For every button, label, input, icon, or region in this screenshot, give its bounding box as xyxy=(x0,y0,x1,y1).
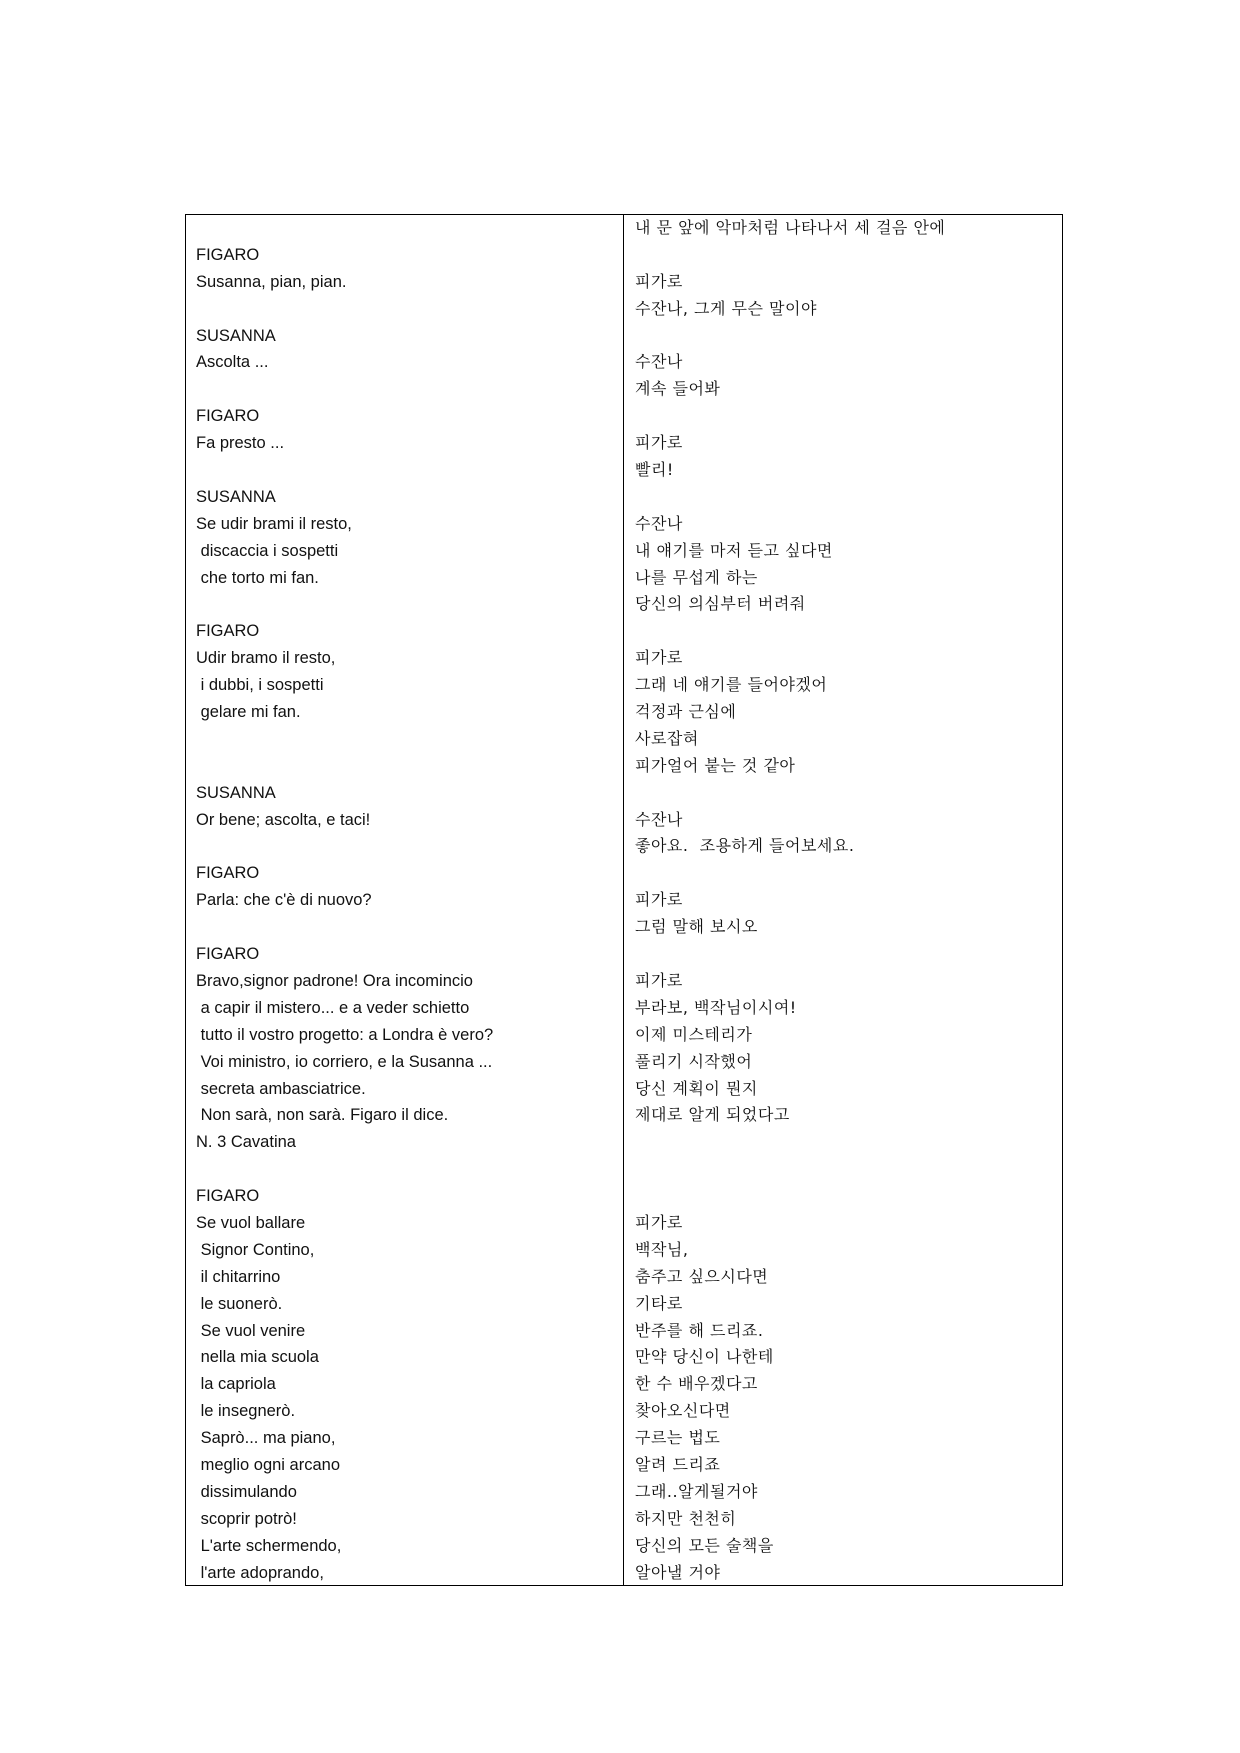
korean-text-line: 걱정과 근심에 xyxy=(635,702,737,722)
korean-text-line xyxy=(635,780,1055,807)
italian-text-line: Susanna, pian, pian. xyxy=(196,272,347,291)
korean-text-line: 기타로 xyxy=(635,1293,683,1313)
korean-text-line: 사로잡혀 xyxy=(635,728,699,748)
korean-text-line: 풀리기 시작했어 xyxy=(635,1051,753,1071)
italian-text-line: Se vuol ballare xyxy=(196,1213,306,1232)
korean-text-line xyxy=(635,484,1055,511)
italian-text-line xyxy=(196,753,616,780)
korean-text-line: 피가로 xyxy=(635,433,683,453)
italian-text-line: Saprò... ma piano, xyxy=(196,1429,336,1448)
korean-text-line: 피가로 xyxy=(635,890,683,910)
italian-text-line xyxy=(196,726,616,753)
korean-text-line xyxy=(635,323,1055,350)
korean-text-line: 당신 계획이 뭔지 xyxy=(635,1078,758,1098)
column-divider xyxy=(623,215,624,1585)
korean-text-line: 한 수 배우겠다고 xyxy=(635,1374,758,1394)
korean-text-line: 알려 드리죠 xyxy=(635,1454,721,1474)
italian-text-line: discaccia i sospetti xyxy=(196,541,339,560)
korean-text-line: 피가얼어 붙는 것 같아 xyxy=(635,755,796,775)
italian-text-line: Ascolta ... xyxy=(196,353,269,372)
korean-text-line: 찾아오신다면 xyxy=(635,1401,731,1421)
korean-text-line: 그래..알게될거야 xyxy=(635,1481,758,1501)
italian-text-line: Se udir brami il resto, xyxy=(196,514,352,533)
korean-text-line xyxy=(635,860,1055,887)
italian-text-line xyxy=(196,914,616,941)
italian-text-line xyxy=(196,215,616,242)
korean-text-line xyxy=(635,1129,1055,1156)
korean-text-line: 피가로 xyxy=(635,648,683,668)
italian-text-line: FIGARO xyxy=(196,1187,260,1206)
korean-text-line: 백작님, xyxy=(635,1239,689,1259)
korean-text-line: 계속 들어봐 xyxy=(635,379,721,399)
korean-text-line: 나를 무섭게 하는 xyxy=(635,567,758,587)
korean-text-line xyxy=(635,403,1055,430)
italian-text-line: dissimulando xyxy=(196,1482,297,1501)
libretto-table xyxy=(185,214,1063,1586)
korean-text-line: 알아낼 거야 xyxy=(635,1562,721,1582)
italian-text-line: L'arte schermendo, xyxy=(196,1536,342,1555)
italian-text-line: Or bene; ascolta, e taci! xyxy=(196,810,371,829)
italian-text-line xyxy=(196,457,616,484)
italian-text-line xyxy=(196,376,616,403)
korean-text-line xyxy=(635,618,1055,645)
italian-text-line: FIGARO xyxy=(196,407,260,426)
italian-text-line: FIGARO xyxy=(196,622,260,641)
italian-text-line: tutto il vostro progetto: a Londra è vero? xyxy=(196,1025,494,1044)
italian-text-line xyxy=(196,1156,616,1183)
italian-text-line: Non sarà, non sarà. Figaro il dice. xyxy=(196,1106,449,1125)
korean-text-line: 피가로 xyxy=(635,271,683,291)
italian-text-line: N. 3 Cavatina xyxy=(196,1133,296,1152)
italian-text-line: le insegnerò. xyxy=(196,1402,296,1421)
korean-text-line: 반주를 해 드리죠. xyxy=(635,1320,764,1340)
italian-text-line: secreta ambasciatrice. xyxy=(196,1079,366,1098)
korean-text-line: 그럼 말해 보시오 xyxy=(635,917,758,937)
italian-column xyxy=(196,215,616,1586)
italian-text-line: gelare mi fan. xyxy=(196,703,301,722)
korean-text-line: 하지만 천천히 xyxy=(635,1508,737,1528)
italian-text-line: Bravo,signor padrone! Ora incomincio xyxy=(196,971,473,990)
italian-text-line xyxy=(196,296,616,323)
korean-text-line xyxy=(635,242,1055,269)
italian-text-line: che torto mi fan. xyxy=(196,568,319,587)
korean-text-line xyxy=(635,1183,1055,1210)
italian-text-line: SUSANNA xyxy=(196,487,276,506)
korean-text-line: 수잔나 xyxy=(635,352,683,372)
italian-text-line: i dubbi, i sospetti xyxy=(196,676,324,695)
italian-text-line xyxy=(196,833,616,860)
korean-text-line xyxy=(635,941,1055,968)
korean-text-line: 피가로 xyxy=(635,970,683,990)
korean-text-line: 이제 미스테리가 xyxy=(635,1024,753,1044)
korean-text-line: 좋아요. 조용하게 들어보세요. xyxy=(635,836,855,856)
italian-text-line xyxy=(196,591,616,618)
korean-text-line: 부라보, 백작님이시여! xyxy=(635,997,797,1017)
italian-text-line: FIGARO xyxy=(196,864,260,883)
italian-text-line: le suonerò. xyxy=(196,1294,283,1313)
italian-text-line: nella mia scuola xyxy=(196,1348,319,1367)
korean-text-line: 내 문 앞에 악마처럼 나타나서 세 걸음 안에 xyxy=(635,218,946,237)
korean-text-line: 그래 네 얘기를 들어야겠어 xyxy=(635,675,828,695)
italian-text-line: meglio ogni arcano xyxy=(196,1455,341,1474)
korean-text-line: 수잔나 xyxy=(635,809,683,829)
italian-text-line: Udir bramo il resto, xyxy=(196,649,336,668)
korean-column xyxy=(635,215,1055,1586)
italian-text-line: il chitarrino xyxy=(196,1267,281,1286)
italian-text-line: la capriola xyxy=(196,1375,276,1394)
korean-text-line: 빨리! xyxy=(635,460,674,480)
italian-text-line: FIGARO xyxy=(196,245,260,264)
korean-text-line: 내 얘기를 마저 듣고 싶다면 xyxy=(635,540,833,560)
italian-text-line: Se vuol venire xyxy=(196,1321,306,1340)
korean-text-line: 춤주고 싶으시다면 xyxy=(635,1266,769,1286)
italian-text-line: Fa presto ... xyxy=(196,434,285,453)
italian-text-line: SUSANNA xyxy=(196,326,276,345)
italian-text-line: FIGARO xyxy=(196,945,260,964)
italian-text-line: a capir il mistero... e a veder schietto xyxy=(196,998,470,1017)
italian-text-line: Parla: che c'è di nuovo? xyxy=(196,891,372,910)
korean-text-line: 제대로 알게 되었다고 xyxy=(635,1105,790,1125)
korean-text-line: 구르는 법도 xyxy=(635,1428,721,1448)
korean-text-line: 피가로 xyxy=(635,1212,683,1232)
italian-text-line: l'arte adoprando, xyxy=(196,1563,324,1582)
italian-text-line: Signor Contino, xyxy=(196,1240,315,1259)
korean-text-line: 당신의 의심부터 버려줘 xyxy=(635,594,806,614)
korean-text-line: 수잔나, 그게 무슨 말이야 xyxy=(635,298,817,318)
korean-text-line: 당신의 모든 술책을 xyxy=(635,1535,774,1555)
korean-text-line xyxy=(635,1156,1055,1183)
korean-text-line: 수잔나 xyxy=(635,513,683,533)
korean-text-line: 만약 당신이 나한테 xyxy=(635,1347,774,1367)
italian-text-line: Voi ministro, io corriero, e la Susanna ... xyxy=(196,1052,493,1071)
italian-text-line: SUSANNA xyxy=(196,783,276,802)
italian-text-line: scoprir potrò! xyxy=(196,1509,297,1528)
